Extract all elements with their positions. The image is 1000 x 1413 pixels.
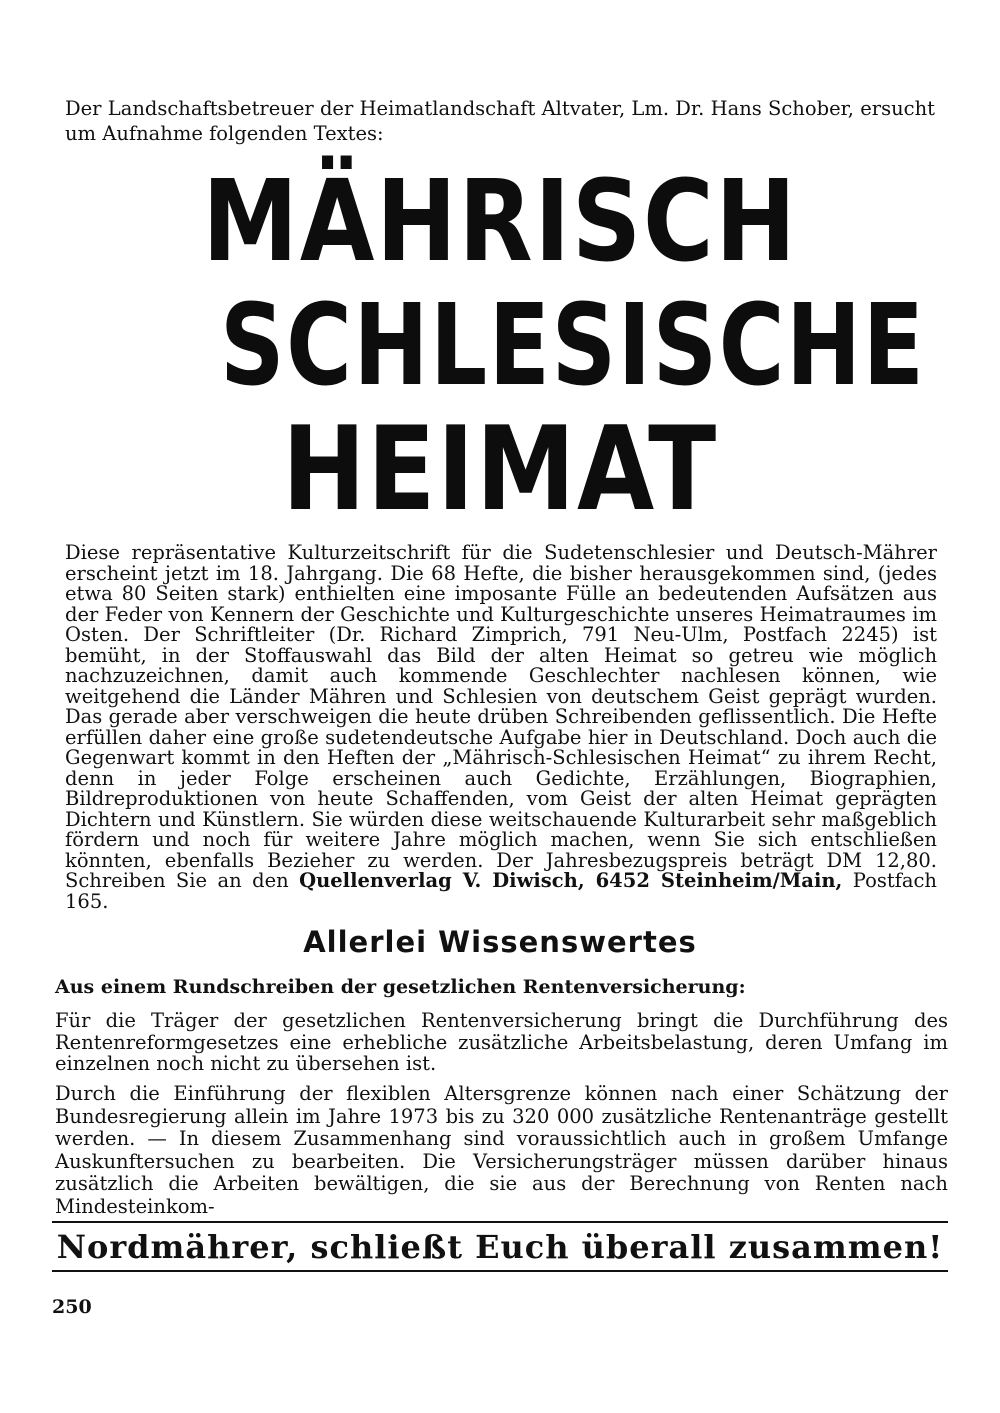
- logo-line-2: SCHLESISCHE: [220, 281, 926, 411]
- section-subheading: Aus einem Rundschreiben der gesetzlichen Rentenversicherung:: [55, 976, 746, 998]
- intro-paragraph: Der Landschaftsbetreuer der Heimatlandschaft Altvater, Lm. Dr. Hans Schober, ersucht um Aufnahme folgenden Textes:: [65, 97, 935, 145]
- slogan: Nordmährer, schließt Euch überall zusammen!: [56, 1228, 944, 1266]
- article-tail: Postfach 165.: [65, 869, 937, 913]
- section-paragraph-1: Für die Träger der gesetzlichen Rentenversicherung bringt die Durchführung des Rentenreformgesetzes eine erhebliche zusätzliche Arbeitsbelastung, deren Umfang im einzelnen noch nicht zu übersehen ist.: [55, 1009, 948, 1075]
- logo-line-1: MÄHRISCH: [202, 157, 798, 287]
- section-heading: Allerlei Wissenswertes: [303, 925, 697, 959]
- slogan-rule-top: [52, 1221, 948, 1223]
- publisher-address: Quellenverlag V. Diwisch, 6452 Steinheim/Main,: [299, 869, 843, 892]
- section-paragraph-2: Durch die Einführung der flexiblen Altersgrenze können nach einer Schätzung der Bundesregierung allein im Jahre 1973 bis zu 320 000 zusätzliche Rentenanträge gestellt werden. — In diesem Zusammenhang sind voraussichtlich auch in großem Umfange Auskunftersuchen zu bearbeiten. Die Versicherungsträger müssen darüber hinaus zusätzlich die Arbeiten bewältigen, die sie aus der Berechnung von Renten nach Mindesteinkom-: [55, 1082, 948, 1218]
- magazine-logo: [150, 157, 926, 537]
- slogan-rule-bottom: [52, 1270, 948, 1272]
- logo-line-3: HEIMAT: [282, 402, 718, 537]
- article-paragraph: [65, 543, 937, 912]
- page-number: 250: [52, 1296, 92, 1318]
- article-text: Diese repräsentative Kulturzeitschrift für die Sudetenschlesier und Deutsch-Mährer erscheint jetzt im 18. Jahrgang. Die 68 Hefte, die bisher herausgekommen sind, (jedes etwa 80 Seiten stark) enthielten eine imposante Fülle an bedeutenden Aufsätzen aus der Feder von Kennern der Geschichte und Kulturgeschichte unseres Heimatraumes im Osten. Der Schriftleiter (Dr. Richard Zimprich, 791 Neu-Ulm, Postfach 2245) ist bemüht, in der Stoffauswahl das Bild der alten Heimat so getreu wie möglich nachzuzeichnen, damit auch kommende Geschlechter nachlesen können, wie weitgehend die Länder Mähren und Schlesien von deutschem Geist geprägt wurden. Das gerade aber verschweigen die heute drüben Schreibenden geflissentlich. Die Hefte erfüllen daher eine große sudetendeutsche Aufgabe hier in Deutschland. Doch auch die Gegenwart kommt in den Heften der „Mährisch-Schlesischen Heimat“ zu ihrem Recht, denn in jeder Folge erscheinen auch Gedichte, Erzählungen, Biographien, Bildreproduktionen von heute Schaffenden, vom Geist der alten Heimat geprägten Dichtern und Künstlern. Sie würden diese weitschauende Kulturarbeit sehr maßgeblich fördern und noch für weitere Jahre möglich machen, wenn Sie sich entschließen könnten, ebenfalls Bezieher zu werden. Der Jahresbezugspreis beträgt DM 12,80. Schreiben Sie an den: [65, 541, 937, 892]
